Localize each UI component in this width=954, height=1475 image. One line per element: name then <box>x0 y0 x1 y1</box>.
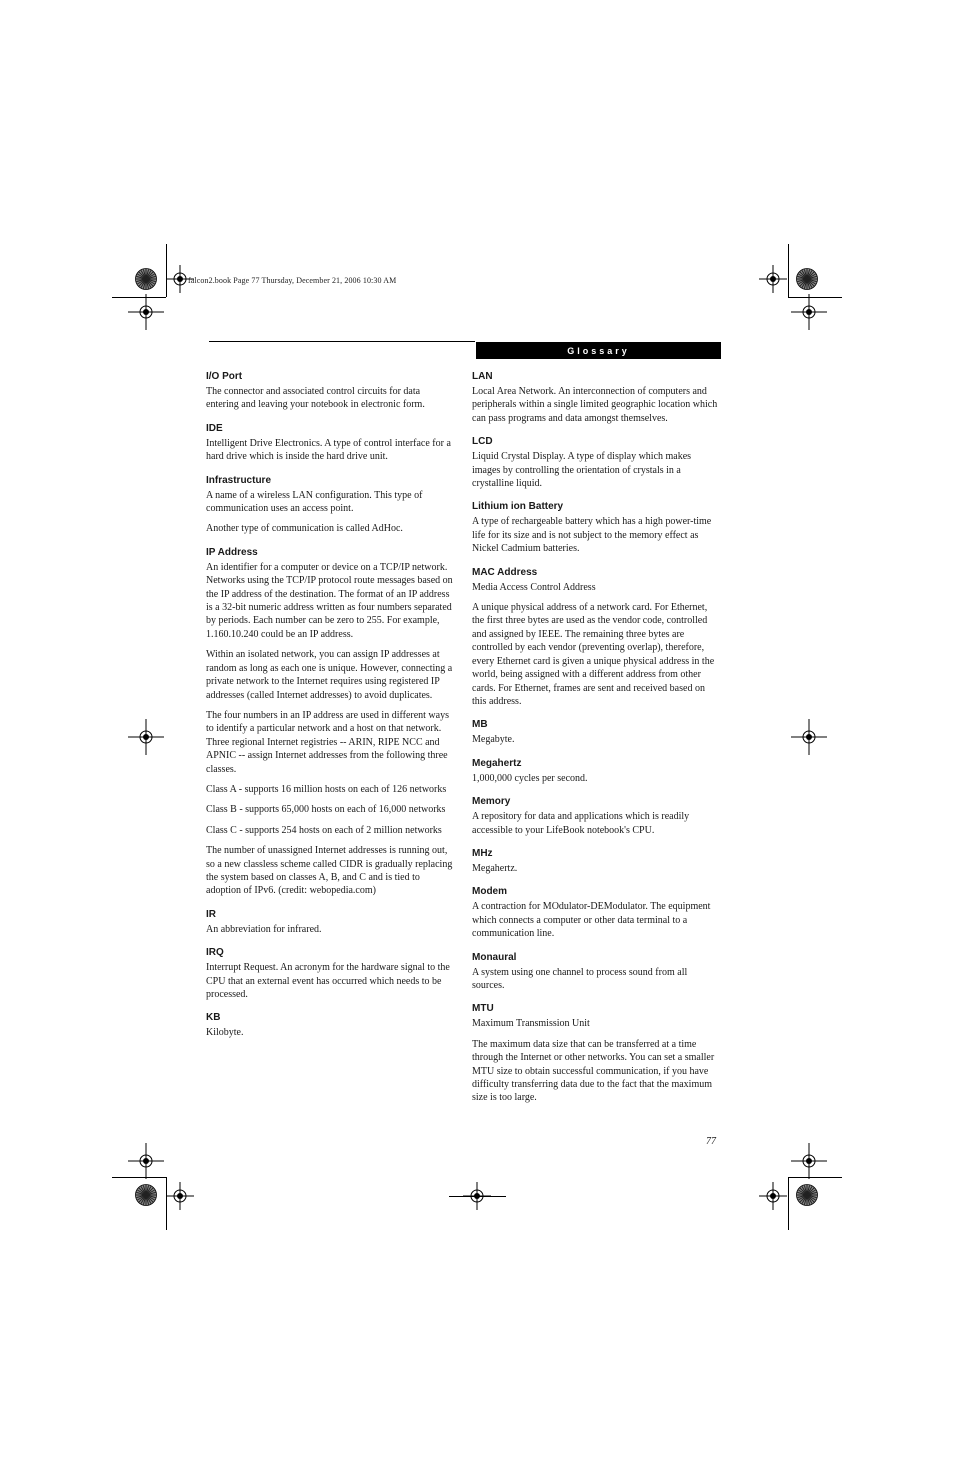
registration-rosette-icon <box>135 268 157 290</box>
glossary-definition: A contraction for MOdulator-DEModulator. The equipment which connects a computer or other data terminal to a communication line. <box>472 901 711 940</box>
glossary-definition: Megahertz. <box>472 862 518 874</box>
glossary-definition: Class C - supports 254 hosts on each of 2 million networks <box>206 824 442 836</box>
header-rule <box>209 341 475 342</box>
glossary-definition: Interrupt Request. An acronym for the hardware signal to the CPU that an external event has occurred which needs to be processed. <box>206 962 450 1000</box>
glossary-definition: An abbreviation for infrared. <box>206 923 322 935</box>
glossary-left-column <box>206 370 454 1050</box>
glossary-term: IRQ <box>206 947 224 959</box>
glossary-term: IR <box>206 908 216 920</box>
crop-line <box>166 1177 167 1230</box>
glossary-entry <box>472 500 720 555</box>
glossary-definition: A repository for data and applications which is readily accessible to your LifeBook notebook's CPU. <box>472 811 690 836</box>
glossary-entry <box>206 370 454 412</box>
crop-line <box>166 244 167 297</box>
glossary-entry <box>472 370 720 425</box>
glossary-entry <box>472 795 720 837</box>
glossary-definition: A unique physical address of a network card. For Ethernet, the first three bytes are used as the vendor code, controlled and assigned by IEEE. The remaining three bytes are controlled by each vendor (preventing overlap), therefore, every Ethernet card is given a unique physical address in the world, being assigned with a different address from other cards. For Ethernet, frames are sent and received based on this address. <box>472 602 715 707</box>
crosshair-mark-icon <box>791 294 827 330</box>
glossary-definition: The number of unassigned Internet addresses is running out, so a new classless scheme called CIDR is gradually replacing the system based on classes A, B, and C and is tied to adoption of IPv6. (credit: webopedia.com) <box>206 845 453 897</box>
glossary-definition: Media Access Control Address <box>472 581 596 593</box>
glossary-definition: Class A - supports 16 million hosts on each of 126 networks <box>206 783 447 795</box>
glossary-entry <box>472 885 720 940</box>
glossary-definition: Kilobyte. <box>206 1027 244 1039</box>
section-header <box>476 342 721 359</box>
glossary-entry <box>472 718 720 746</box>
crop-line <box>788 244 789 297</box>
glossary-term: IDE <box>206 422 223 434</box>
page-number: 77 <box>706 1136 716 1147</box>
glossary-term: Modem <box>472 886 507 898</box>
glossary-entry <box>206 546 454 898</box>
glossary-definition: A name of a wireless LAN configuration. This type of communication uses an access point. <box>206 489 423 515</box>
crosshair-mark-icon <box>791 719 827 755</box>
crop-line <box>788 1177 842 1178</box>
crop-line <box>449 1196 506 1197</box>
crop-line <box>112 297 166 298</box>
registration-rosette-icon <box>135 1184 157 1206</box>
crop-line <box>788 297 842 298</box>
crosshair-mark-icon <box>759 265 787 293</box>
glossary-term: Monaural <box>472 951 517 963</box>
glossary-entry <box>206 1011 454 1039</box>
crop-line <box>112 1177 166 1178</box>
glossary-definition: Liquid Crystal Display. A type of display which makes images by controlling the orientation of crystals in a crystalline liquid. <box>472 451 692 490</box>
glossary-definition: Within an isolated network, you can assign IP addresses at random as long as each one is unique. However, connecting a private network to the Internet requires using registered IP addresses (called Internet addresses) to avoid duplicates. <box>206 649 453 701</box>
glossary-entry <box>472 566 720 709</box>
glossary-term: Lithium ion Battery <box>472 501 564 513</box>
glossary-definition: A type of rechargeable battery which has a high power-time life for its size and is not subject to the memory effect as Nickel Cadmium batteries. <box>472 516 712 555</box>
crosshair-mark-icon <box>128 294 164 330</box>
crosshair-mark-icon <box>128 1143 164 1179</box>
glossary-entry <box>206 908 454 936</box>
section-title: Glossary <box>567 345 630 356</box>
crosshair-mark-icon <box>128 719 164 755</box>
registration-rosette-icon <box>796 268 818 290</box>
registration-rosette-icon <box>796 1184 818 1206</box>
glossary-entry <box>472 435 720 490</box>
glossary-definition: The connector and associated control circuits for data entering and leaving your notebook in electronic form. <box>206 386 425 411</box>
glossary-definition: The maximum data size that can be transferred at a time through the Internet or other networks. You can set a smaller MTU size to obtain successful communication, if you have difficulty transferring data due to the fact that the maximum size is too large. <box>472 1038 715 1104</box>
glossary-entry <box>206 474 454 536</box>
glossary-term: Memory <box>472 796 511 808</box>
glossary-entry <box>472 757 720 785</box>
glossary-definition: Maximum Transmission Unit <box>472 1018 590 1030</box>
glossary-term: IP Address <box>206 546 258 558</box>
glossary-term: MTU <box>472 1003 494 1015</box>
crosshair-mark-icon <box>166 265 194 293</box>
glossary-definition: The four numbers in an IP address are used in different ways to identify a particular network and a host on that network. Three regional Internet registries -- ARIN, RIPE NCC and APNIC -- assign Internet addresses from the following three classes. <box>206 709 449 775</box>
glossary-entry <box>206 946 454 1001</box>
glossary-definition: A system using one channel to process sound from all sources. <box>472 966 688 991</box>
glossary-term: MHz <box>472 847 493 859</box>
glossary-definition: Megabyte. <box>472 734 515 746</box>
glossary-definition: An identifier for a computer or device on a TCP/IP network. Networks using the TCP/IP protocol route messages based on the IP address of the destination. The format of an IP address is a 32-bit numeric address written as four numbers separated by periods. Each number can be zero to 255. For example, 1.160.10.240 could be an IP address. <box>206 561 453 640</box>
glossary-definition: Intelligent Drive Electronics. A type of control interface for a hard drive which is inside the hard drive unit. <box>206 437 451 463</box>
glossary-definition: Local Area Network. An interconnection of computers and peripherals within a single limited geographic location which can pass programs and data amongst themselves. <box>472 386 718 424</box>
glossary-right-column <box>472 370 720 1115</box>
glossary-term: MB <box>472 719 488 731</box>
glossary-term: LCD <box>472 436 493 448</box>
crosshair-mark-icon <box>759 1182 787 1210</box>
glossary-definition: Class B - supports 65,000 hosts on each of 16,000 networks <box>206 804 446 816</box>
glossary-term: MAC Address <box>472 566 538 578</box>
crosshair-mark-icon <box>166 1182 194 1210</box>
glossary-entry <box>472 1002 720 1104</box>
glossary-definition: Another type of communication is called AdHoc. <box>206 523 403 535</box>
crosshair-mark-icon <box>791 1143 827 1179</box>
glossary-term: Infrastructure <box>206 474 272 486</box>
glossary-term: I/O Port <box>206 371 243 382</box>
glossary-entry <box>472 951 720 993</box>
glossary-term: Megahertz <box>472 757 522 769</box>
glossary-entry <box>472 847 720 875</box>
glossary-term: LAN <box>472 371 493 382</box>
glossary-entry <box>206 422 454 464</box>
glossary-definition: 1,000,000 cycles per second. <box>472 772 588 784</box>
slug-line: falcon2.book Page 77 Thursday, December 21, 2006 10:30 AM <box>188 276 397 285</box>
crop-line <box>788 1177 789 1230</box>
glossary-term: KB <box>206 1012 221 1024</box>
